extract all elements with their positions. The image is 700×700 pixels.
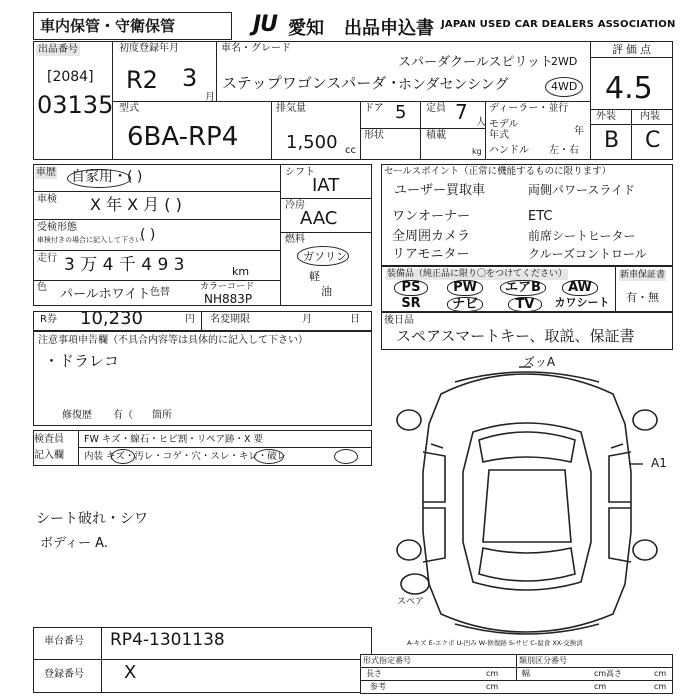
car-outline-svg [381,352,673,654]
equip-pw: PW [447,280,483,296]
loading-unit: kg [472,147,482,156]
inspector-circle-2 [254,449,284,464]
handle-label: ハンドル [489,145,529,156]
storage-badge [33,12,232,40]
color-code-label: カラーコード [200,282,255,292]
inspector-row-2: 内装 キズ・汚レ・コゲ・穴・スレ・キレ・破レ [84,451,287,462]
width-unit: cm [594,669,607,678]
selling-point-8: クルーズコントロール [528,247,647,261]
model-label: 型式 [119,103,139,114]
capacity-value: 7 [455,100,468,124]
inspection-type-note: 車検付きの場合に記入して下さい [37,236,142,244]
mileage-label: 走行 [37,253,57,264]
equip-tv: TV [508,297,542,312]
length-label: 長さ [366,669,382,678]
equip-airbag: エアB [500,280,546,296]
handwritten-note-1: シート破れ・シワ [36,511,148,527]
equip-sr: SR [401,296,421,311]
vehicle-name-label: 車名・グレード [221,43,291,54]
inspector-circle-1 [111,449,135,464]
recycle-unit: 円 [185,314,195,325]
capacity-unit: 人 [476,117,486,128]
deadline-label: 名変期限 [210,314,250,325]
registration-month: 3 [182,64,198,92]
color-code-value: NH883P [204,292,253,306]
equip-ps: PS [394,280,428,296]
cooling-value: AAC [300,208,338,229]
accessories-label: 後日品 [384,315,414,326]
inspector-row-1: FW キズ・線石・ヒビ割・リペア跡・X 要 [84,434,264,445]
lot-label: 出品番号 [38,44,78,55]
length-unit: cm [486,669,499,678]
lot-number: 03135 [37,91,114,119]
dealer-label: ディーラー・並行 [489,103,569,114]
selling-point-4: ETC [528,209,553,224]
interior-grade: C [645,128,661,153]
height-unit: cm [654,669,667,678]
history-label: 車歴 [36,167,56,178]
chassis-value: RP4-1301138 [110,630,225,650]
repaint-label: 色替 [150,287,170,298]
selling-points-title: セールスポイント（正常に機能するものに限ります） [384,166,612,177]
inspector-label-2: 記入欄 [34,450,64,461]
selling-point-7: リアモニター [392,247,470,262]
accessories-entry: スペアスマートキー、取説、保証書 [396,327,635,345]
selling-point-5: 全周囲カメラ [392,229,471,244]
inspection-value: X 年 X 月 ( ) [90,195,182,214]
shift-label: シフト [285,167,315,178]
chassis-label: 車台番号 [44,636,84,647]
inspection-label: 車検 [37,194,57,205]
color-label: 色 [37,282,47,293]
model-code: 6BA-RP4 [127,122,239,152]
height-label: 高さ [606,669,622,678]
vehicle-name-line1: ステップワゴンスパーダ・ [222,74,402,92]
equip-aw: AW [562,280,598,296]
fuel-light: 軽 [309,270,320,283]
fuel-oil: 油 [321,285,332,298]
reference-unit-3: cm [654,682,667,691]
fuel-gas: ガソリン [303,250,347,263]
mileage-unit: km [232,265,250,278]
handwritten-note-2: ボディー A. [40,536,108,551]
fuel-label: 燃料 [285,234,305,245]
rating-score: 4.5 [605,71,653,106]
doors-value: 5 [395,102,407,123]
vehicle-name-line2: スパーダクールスピリット [398,55,553,70]
equipment-title: 装備品（純正品に限り〇をつけてください） [387,269,568,279]
recycle-amount: 10,230 [80,308,143,329]
selling-point-2: 両側パワースライド [528,183,636,197]
interior-label: 内装 [640,111,660,122]
inspection-type-label: 受検形態 [37,222,77,233]
equip-navi: ナビ [447,297,483,312]
drive-2wd: 2WD [551,55,578,68]
exterior-label: 外装 [596,111,616,122]
remarks-entry: ・ドラレコ [44,352,120,370]
reference-unit-1: cm [486,682,499,691]
side-note: A1 [651,456,667,470]
mileage-value: 3 万 4 千 4 9 3 [64,255,185,275]
vehicle-name-line3: ホンダセンシング [398,77,509,93]
deadline-day-unit: 日 [350,314,360,325]
inspector-label-1: 検査員 [34,434,64,445]
selling-point-6: 前席シートヒーター [528,229,636,243]
capacity-label: 定員 [426,103,446,114]
displacement-value: 1,500 [286,132,338,153]
registration-label: 初度登録年月 [119,43,179,54]
damage-legend: A-キズ E-エクボ U-凹み W-修復跡 S-サビ C-腐食 XX-交換済 [407,639,583,647]
drive-4wd: 4WD [551,80,578,93]
inspection-type-value: ( ) [140,227,156,243]
displacement-unit: cc [345,145,356,156]
deadline-month-unit: 月 [302,314,312,325]
lot-code: [2084] [47,69,94,85]
ju-logo: JU [253,12,278,37]
history-value: 自家用・( ) [71,169,143,185]
new-warranty-value: 有・無 [626,291,659,304]
registration-number-value: X [124,662,137,683]
registration-month-unit: 月 [205,92,215,103]
new-warranty-label: 新車保証書 [620,270,666,280]
doors-label: ドア [364,103,384,114]
repair-suffix: 箇所 [152,410,172,421]
repair-value: 有（ [113,410,133,421]
page-title: 出品申込書 [344,18,434,39]
repair-label: 修復歴 [62,410,92,421]
handle-value: 左・右 [549,145,579,156]
front-note: ズッA [523,355,556,369]
cooling-label: 冷房 [285,200,305,211]
width-label: 幅 [522,669,530,678]
loading-label: 積載 [426,130,446,141]
exterior-grade: B [604,128,620,153]
category-number-label: 類別区分番号 [519,656,567,665]
model-year-sub: 年式 [489,130,509,141]
reference-label: 参考 [370,682,386,691]
reference-unit-2: cm [594,682,607,691]
org-name: 愛知 [288,18,324,39]
rating-label: 評価点 [612,43,654,56]
displacement-label: 排気量 [276,103,306,114]
model-year-label: モデル [489,119,519,130]
shift-value: IAT [312,175,340,196]
recycle-label: R券 [40,314,57,325]
association-name: JAPAN USED CAR DEALERS ASSOCIATION [441,19,676,30]
remarks-label: 注意事項申告欄（不具合内容等は具体的に記入して下さい） [38,335,308,346]
registration-era: R2 [126,66,158,94]
model-year-unit: 年 [574,126,584,137]
spec-number-label: 形式指定番号 [363,656,411,665]
equip-leather: カワシート [554,296,610,309]
color-value: パールホワイト [60,287,151,302]
registration-number-label: 登録番号 [44,669,84,680]
selling-point-3: ワンオーナー [392,209,471,224]
spare-label: スペア [397,597,425,607]
shape-label: 形状 [364,130,384,141]
damage-diagram [381,352,673,654]
inspector-circle-3 [334,449,358,464]
selling-point-1: ユーザー買取車 [394,183,486,198]
storage-badge-text: 車内保管・守衛保管 [40,17,176,35]
